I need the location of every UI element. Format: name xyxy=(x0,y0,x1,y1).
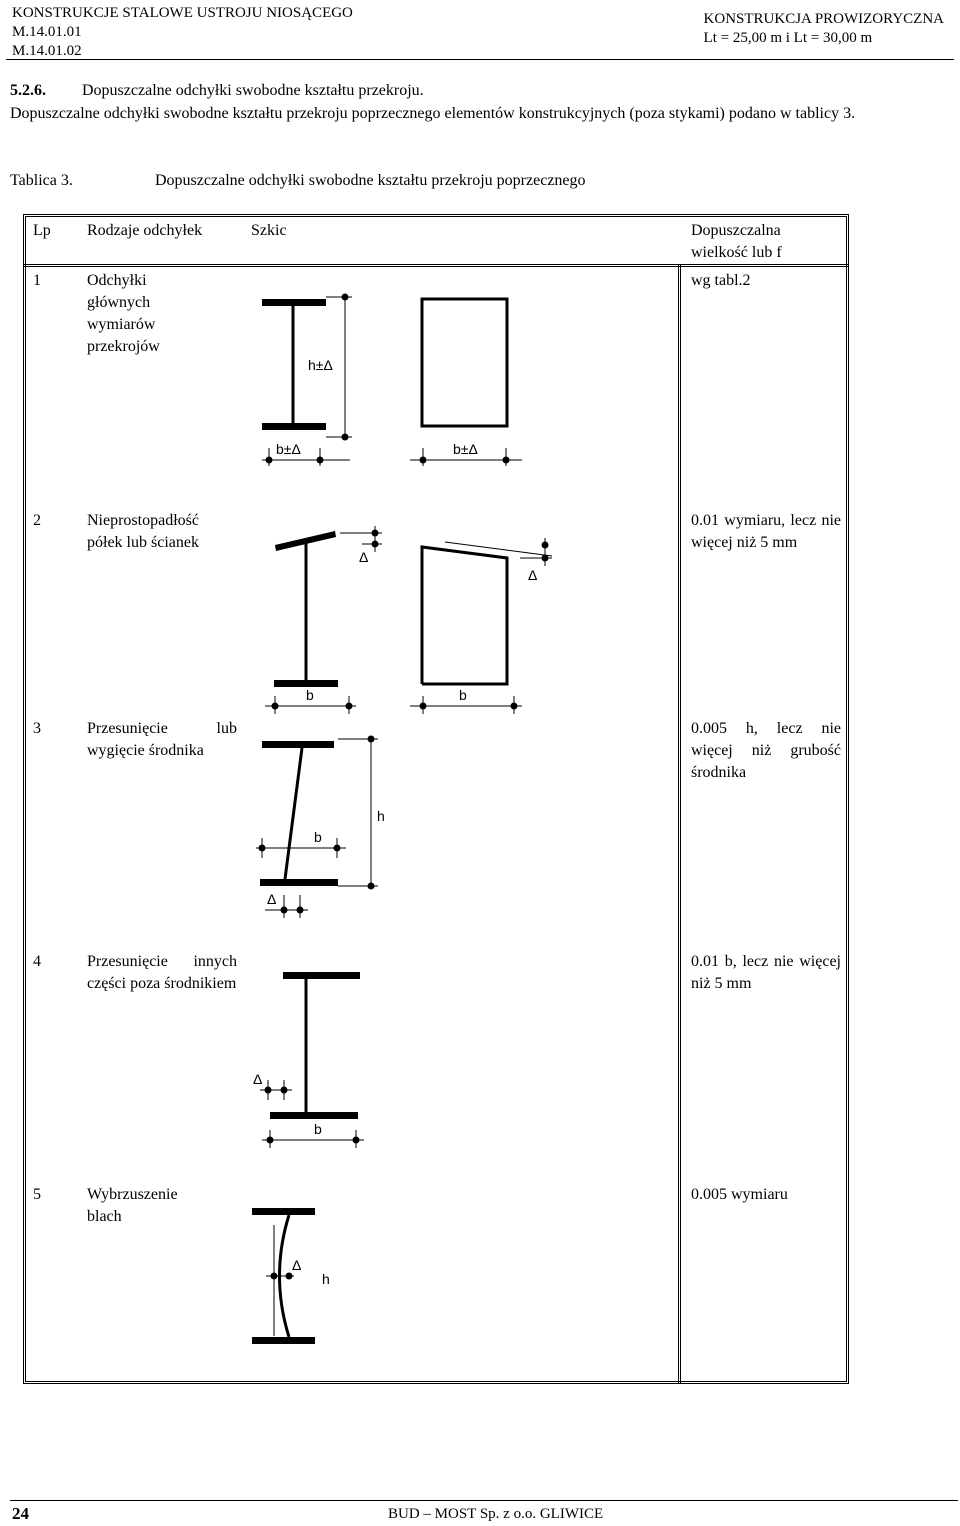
row-2-type: Nieprostopadłość półek lub ścianek xyxy=(87,512,199,551)
sketch-main-dimensions xyxy=(240,280,540,470)
table-caption xyxy=(10,172,586,190)
header-rule xyxy=(6,59,954,60)
sketch-web-offset xyxy=(250,725,400,920)
header-code-1: M.14.01.01 xyxy=(12,24,82,40)
row-4-value: 0.01 b, lecz nie więcej niż 5 mm xyxy=(691,953,841,992)
header-span: Lt = 25,00 m i Lt = 30,00 m xyxy=(703,30,873,46)
row-1-lp: 1 xyxy=(33,272,41,289)
section-number: 5.2.6. xyxy=(10,82,46,99)
header-title-left: KONSTRUKCJE STALOWE USTROJU NIOSĄCEGO xyxy=(12,5,353,21)
row-3-lp: 3 xyxy=(33,720,41,737)
row-5-type: Wybrzuszenie blach xyxy=(87,1186,178,1225)
page-header xyxy=(6,2,954,60)
row-1-value: wg tabl.2 xyxy=(691,272,751,289)
row-1-type: Odchyłki głównych wymiarów przekrojów xyxy=(87,272,160,355)
sketch-flange-offset xyxy=(245,960,375,1150)
section-heading xyxy=(10,82,424,100)
header-value: Dopuszczalna wielkość lub f xyxy=(691,222,782,261)
row-4-lp: 4 xyxy=(33,953,41,970)
label-b-web: b xyxy=(314,829,322,845)
row-3-value: 0.005 h, lecz nie więcej niż grubość środnika xyxy=(691,720,841,781)
page-number: 24 xyxy=(12,1504,29,1523)
row-2-value: 0.01 wymiaru, lecz nie więcej niż 5 mm xyxy=(691,512,841,551)
sketch-non-perpendicularity xyxy=(250,520,560,720)
label-b-a: b xyxy=(306,687,314,703)
header-project xyxy=(704,10,944,48)
table-header-rule xyxy=(23,264,849,267)
row-5-lp: 5 xyxy=(33,1186,41,1203)
row-4-type: Przesunięcie innych części poza środnikiem xyxy=(87,953,237,992)
table-caption-text: Dopuszczalne odchyłki swobodne kształtu przekroju poprzecznego xyxy=(155,172,586,189)
section-intro: Dopuszczalne odchyłki swobodne kształtu przekroju poprzecznego elementów konstrukcyjnych (poza stykami) podano w tablicy 3. xyxy=(10,105,856,122)
label-delta-a: Δ xyxy=(359,549,369,565)
label-b-pm-1: b±Δ xyxy=(276,441,301,457)
header-code-2: M.14.01.02 xyxy=(12,43,82,59)
header-spec-codes xyxy=(12,4,353,61)
label-h-bulge: h xyxy=(322,1271,330,1287)
page-footer xyxy=(10,1500,958,1526)
header-sketch: Szkic xyxy=(251,222,287,239)
label-h-pm: h±Δ xyxy=(308,357,333,373)
label-delta-web: Δ xyxy=(267,891,277,907)
label-delta-bulge: Δ xyxy=(292,1257,302,1273)
label-b-flange: b xyxy=(314,1121,322,1137)
header-lp: Lp xyxy=(33,222,51,239)
footer-rule xyxy=(10,1500,958,1501)
section-title: Dopuszczalne odchyłki swobodne kształtu przekroju. xyxy=(82,82,424,99)
table-value-column-rule xyxy=(678,264,681,1384)
label-delta-flange: Δ xyxy=(253,1071,263,1087)
row-5-value: 0.005 wymiaru xyxy=(691,1186,788,1203)
header-type: Rodzaje odchyłek xyxy=(87,222,203,239)
header-title-right: KONSTRUKCJA PROWIZORYCZNA xyxy=(703,11,944,27)
sketch-plate-bulge xyxy=(245,1195,365,1355)
label-b-b: b xyxy=(459,687,467,703)
table-label: Tablica 3. xyxy=(10,172,73,189)
label-b-pm-2: b±Δ xyxy=(453,441,478,457)
row-3-type: Przesunięcie lub wygięcie środnika xyxy=(87,720,237,759)
footer-company: BUD – MOST Sp. z o.o. GLIWICE xyxy=(388,1506,604,1522)
row-2-lp: 2 xyxy=(33,512,41,529)
label-delta-b: Δ xyxy=(528,567,538,583)
label-h-web: h xyxy=(377,808,385,824)
